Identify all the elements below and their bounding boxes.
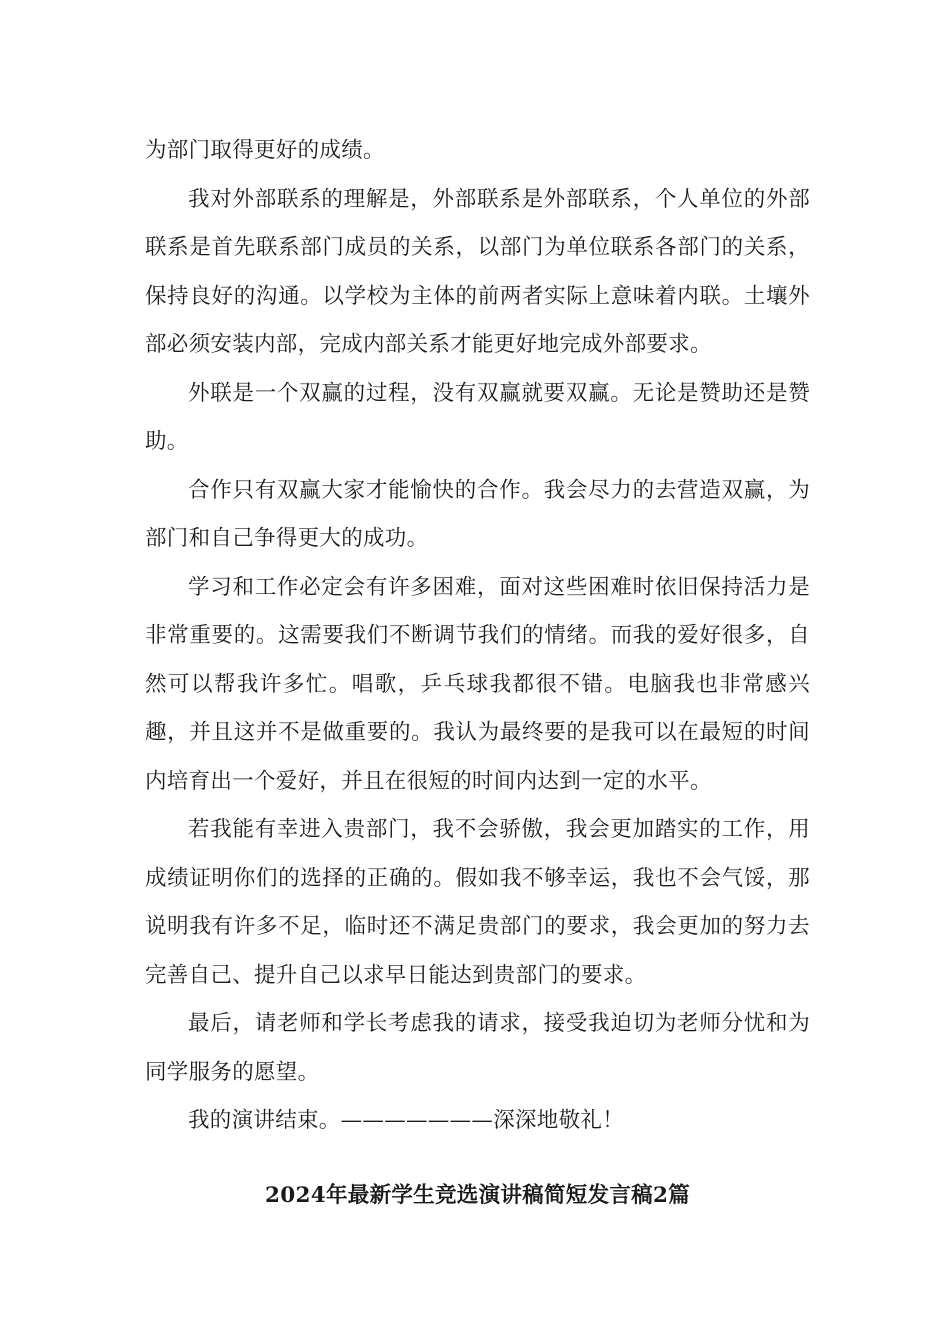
paragraph-external-relations: 我对外部联系的理解是，外部联系是外部联系，个人单位的外部联系是首先联系部门成员的关系，以部门为单位联系各部门的关系，保持良好的沟通。以学校为主体的前两者实际上意味着内联。土壤外部必须安装内部，完成内部关系才能更好地完成外部要求。 [145, 186, 810, 357]
paragraph-closing-request: 最后，请老师和学长考虑我的请求，接受我迫切为老师分忧和为同学服务的愿望。 [145, 1011, 810, 1085]
paragraph-cooperation: 合作只有双赢大家才能愉快的合作。我会尽力的去营造双赢，为部门和自己争得更大的成功。 [145, 477, 810, 551]
paragraph-speech-end: 我的演讲结束。———————深深地敬礼！ [188, 1108, 625, 1133]
paragraph-commitment: 若我能有幸进入贵部门，我不会骄傲，我会更加踏实的工作，用成绩证明你们的选择的正确的。假如我不够幸运，我也不会气馁，那说明我有许多不足，临时还不满足贵部门的要求，我会更加的努力去完善自己、提升自己以求早日能达到贵部门的要求。 [145, 817, 810, 988]
paragraph-continued: 为部门取得更好的成绩。 [145, 138, 385, 163]
document-body [145, 127, 810, 1146]
paragraph-win-win: 外联是一个双赢的过程，没有双赢就要双赢。无论是赞助还是赞助。 [145, 380, 810, 454]
next-document-title: 2024年最新学生竞选演讲稿简短发言稿2篇 [264, 1183, 691, 1208]
paragraph-hobbies: 学习和工作必定会有许多困难，面对这些困难时依旧保持活力是非常重要的。这需要我们不断调节我们的情绪。而我的爱好很多，自然可以帮我许多忙。唱歌，乒乓球我都很不错。电脑我也非常感兴趣，并且这并不是做重要的。我认为最终要的是我可以在最短的时间内培育出一个爱好，并且在很短的时间内达到一定的水平。 [145, 574, 810, 794]
